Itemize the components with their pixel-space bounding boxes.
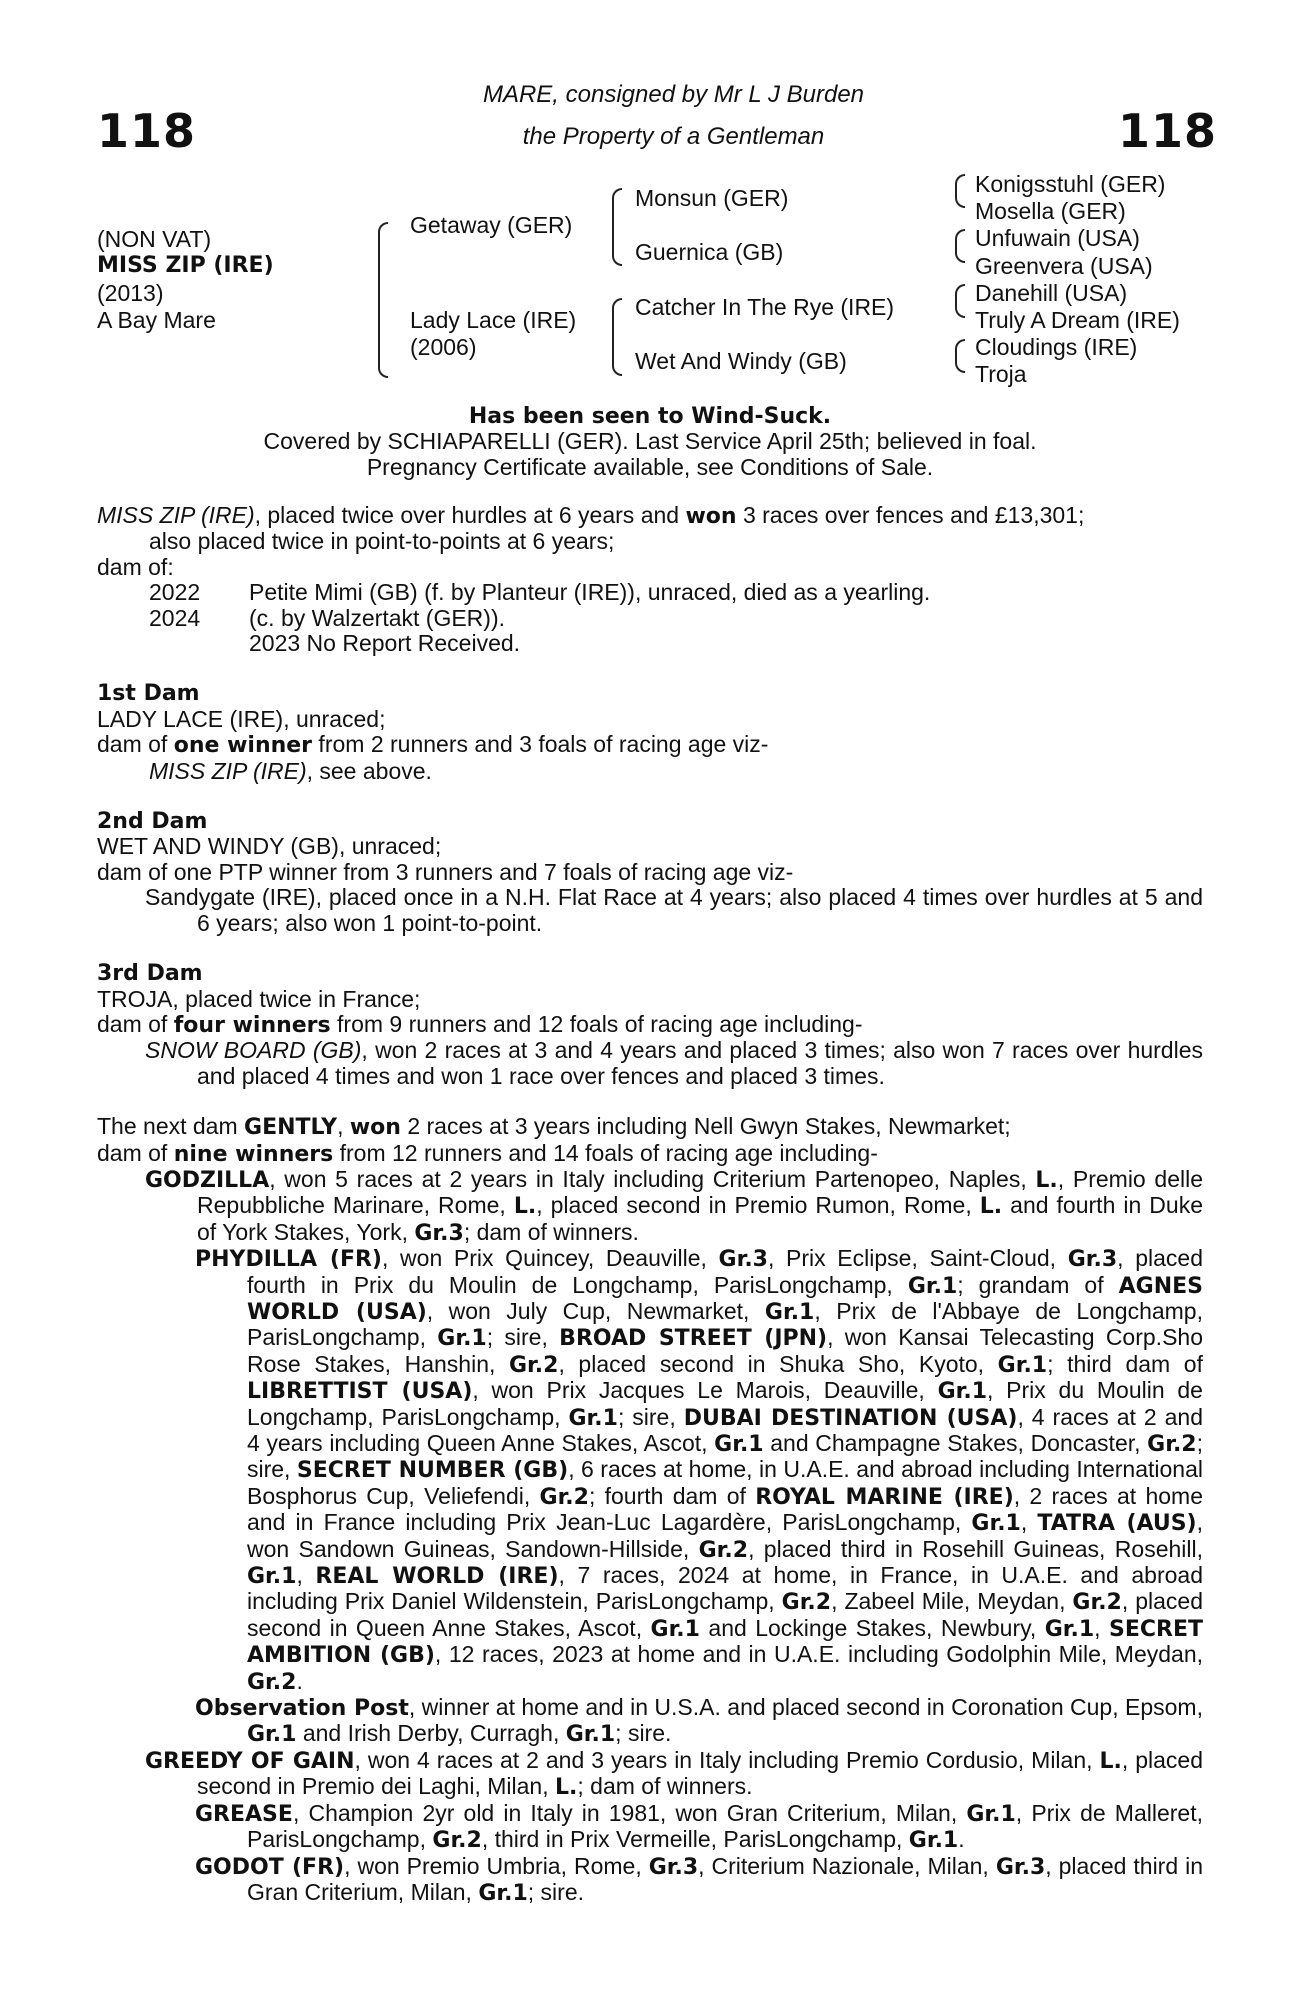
- pedigree-ds: Catcher In The Rye (IRE): [635, 294, 895, 320]
- text-run: , placed second in Shuka Sho, Kyoto,: [558, 1350, 998, 1377]
- bold-run: L.: [1035, 1167, 1058, 1193]
- text-run: and fourth in Duke of York Stakes, York,: [197, 1192, 1203, 1245]
- text-run: ; fourth dam of: [588, 1482, 756, 1509]
- text-run: ,: [1020, 1509, 1038, 1536]
- pedigree-dam: Lady Lace (IRE): [410, 307, 577, 333]
- produce-observation-post: [97, 1695, 1203, 1748]
- pedigree-sire: Getaway (GER): [410, 212, 573, 238]
- pedigree-brace-dd: [955, 339, 965, 373]
- text-run: , won 5 races at 2 years in Italy including Criterium Partenopeo, Naples,: [269, 1165, 1036, 1192]
- pedigree-dd: Wet And Windy (GB): [635, 348, 847, 374]
- text-run: ; sire,: [486, 1324, 560, 1351]
- bold-run: DUBAI DESTINATION (USA): [683, 1405, 1018, 1431]
- text-run: .: [296, 1667, 303, 1694]
- next-dam-line2: dam of nine winners from 12 runners and 14 foals of racing age including-: [97, 1139, 878, 1167]
- bold-run: LIBRETTIST (USA): [247, 1379, 473, 1405]
- lot-number-left: 118: [97, 104, 197, 158]
- bold-run: Gr.1: [971, 1511, 1021, 1537]
- produce-godzilla: [97, 1167, 1203, 1246]
- pedigree-brace-sd: [955, 229, 965, 263]
- bold-run: Gr.2: [539, 1484, 589, 1510]
- bold-run: GREEDY OF GAIN: [145, 1748, 355, 1774]
- second-dam-line2: dam of one PTP winner from 3 runners and 7 foals of racing age viz-: [97, 858, 794, 885]
- lot-number-right: 118: [1118, 104, 1218, 158]
- pedigree-sss: Konigsstuhl (GER): [975, 171, 1166, 197]
- text-run: , third in Prix Vermeille, ParisLongchamp,: [481, 1826, 909, 1853]
- text-run: and Lockinge Stakes, Newbury,: [699, 1614, 1045, 1641]
- text-run: , placed second in Premio dei Laghi, Milan,: [197, 1746, 1204, 1800]
- bold-run: L.: [979, 1194, 1003, 1220]
- text-run: ; grandam of: [957, 1271, 1119, 1298]
- bold-run: SECRET NUMBER (GB): [296, 1458, 569, 1484]
- first-dam-heading: 1st Dam: [97, 681, 200, 707]
- first-dam-line3: MISS ZIP (IRE), see above.: [149, 757, 432, 784]
- bold-run: Gr.1: [650, 1616, 700, 1642]
- pedigree-brace-gen1: [378, 222, 388, 378]
- bold-run: ROYAL MARINE (IRE): [755, 1484, 1014, 1510]
- text-run: and Irish Derby, Curragh,: [296, 1720, 566, 1747]
- bold-run: Gr.1: [1044, 1616, 1095, 1642]
- bold-run: Gr.2: [781, 1590, 832, 1616]
- text-run: , won July Cup, Newmarket,: [426, 1297, 765, 1324]
- bold-run: Gr.1: [997, 1352, 1048, 1378]
- text-run: , placed third in Gran Criterium, Milan,: [247, 1852, 1204, 1905]
- text-run: , won Premio Umbria, Rome,: [344, 1852, 649, 1879]
- text-run: , Criterium Nazionale, Milan,: [698, 1852, 996, 1879]
- bold-run: L.: [554, 1775, 578, 1801]
- pedigree-brace-dam: [612, 298, 622, 376]
- third-dam-line1: TROJA, placed twice in France;: [97, 985, 421, 1012]
- bold-run: Gr.2: [698, 1537, 749, 1563]
- header-consignor: MARE, consigned by Mr L J Burden: [482, 81, 865, 108]
- text-run: , Premio delle Repubbliche Marinare, Rome,: [197, 1165, 1203, 1219]
- no-report: 2023 No Report Received.: [249, 630, 521, 657]
- produce-greedy-of-gain: [97, 1748, 1203, 1801]
- pedigree-sdd: Greenvera (USA): [975, 253, 1153, 279]
- text-run: ; sire,: [247, 1430, 1203, 1483]
- text-run: ; sire,: [617, 1403, 684, 1430]
- sale-notes: [97, 404, 1203, 480]
- bold-run: Gr.1: [937, 1379, 987, 1405]
- bold-run: Gr.1: [764, 1299, 815, 1325]
- bold-run: Gr.1: [247, 1564, 297, 1590]
- text-run: , Zabeel Mile, Meydan,: [831, 1588, 1073, 1615]
- pedigree-ssd: Mosella (GER): [975, 198, 1126, 224]
- wind-suck-warning: Has been seen to Wind-Suck.: [468, 404, 832, 429]
- vat-status: (NON VAT): [97, 226, 212, 252]
- bold-run: BROAD STREET (JPN): [559, 1326, 828, 1352]
- horse-name: MISS ZIP (IRE): [97, 253, 274, 278]
- text-run: , Prix de l'Abbaye de Longchamp, ParisLongchamp,: [247, 1297, 1203, 1351]
- bold-run: Gr.1: [437, 1326, 487, 1352]
- offspring-row: 2022 Petite Mimi (GB) (f. by Planteur (IRE)), unraced, died as a yearling.: [149, 579, 931, 606]
- bold-run: Gr.2: [1147, 1432, 1197, 1457]
- bold-run: Gr.1: [565, 1722, 616, 1748]
- header-property: the Property of a Gentleman: [522, 123, 825, 150]
- bold-run: Gr.1: [966, 1801, 1016, 1827]
- bold-run: Gr.1: [907, 1273, 958, 1299]
- pedigree-sds: Unfuwain (USA): [975, 225, 1140, 251]
- text-run: , won Prix Jacques Le Marois, Deauville,: [472, 1377, 938, 1404]
- bold-run: Gr.1: [247, 1722, 297, 1748]
- pedigree-brace-ds: [955, 284, 965, 318]
- bold-run: Gr.2: [1072, 1590, 1122, 1616]
- text-run: , 2 races at home and in France including Prix Jean-Luc Lagardère, ParisLongchamp,: [247, 1482, 1204, 1536]
- bold-run: GODZILLA: [145, 1167, 270, 1193]
- bold-run: Gr.2: [432, 1828, 482, 1854]
- next-dam-line1: The next dam GENTLY, won 2 races at 3 years including Nell Gwyn Stakes, Newmarket;: [97, 1113, 1011, 1141]
- record-name: MISS ZIP (IRE): [97, 502, 255, 528]
- pregnancy-note: Pregnancy Certificate available, see Conditions of Sale.: [366, 453, 934, 480]
- text-run: and Champagne Stakes, Doncaster,: [763, 1430, 1148, 1456]
- text-run: , Prix Eclipse, Saint-Cloud,: [767, 1245, 1068, 1272]
- second-dam-heading: 2nd Dam: [97, 809, 208, 835]
- text-run: , won Kansai Telecasting Corp.Sho Rose Stakes, Hanshin,: [247, 1324, 1203, 1377]
- bold-run: PHYDILLA (FR): [195, 1247, 382, 1273]
- bold-run: Gr.3: [718, 1247, 768, 1273]
- bold-run: Gr.3: [995, 1854, 1046, 1880]
- text-run: ; third dam of: [1047, 1350, 1203, 1377]
- text-run: , Champion 2yr old in Italy in 1981, won Gran Criterium, Milan,: [292, 1799, 967, 1826]
- produce-godot: [97, 1854, 1203, 1907]
- text-run: , winner at home and in U.S.A. and placed second in Coronation Cup, Epsom,: [408, 1694, 1203, 1721]
- text-run: ; sire.: [527, 1878, 584, 1905]
- text-run: ,: [296, 1562, 316, 1589]
- bold-run: Gr.2: [509, 1352, 559, 1378]
- pedigree-dds: Cloudings (IRE): [975, 334, 1138, 360]
- pedigree-sd: Guernica (GB): [635, 239, 784, 265]
- bold-run: SECRET AMBITION (GB): [247, 1616, 1203, 1669]
- produce-grease: [97, 1801, 1203, 1854]
- bold-run: Gr.1: [908, 1828, 959, 1854]
- text-run: , 6 races at home, in U.A.E. and abroad including International Bosphorus Cup, Veliefendi,: [247, 1456, 1204, 1509]
- text-run: , won Sandown Guineas, Sandown-Hillside,: [247, 1509, 1204, 1562]
- text-run: , placed third in Rosehill Guineas, Rosehill,: [748, 1535, 1203, 1562]
- text-run: , won 4 races at 2 and 3 years in Italy including Premio Cordusio, Milan,: [354, 1746, 1100, 1773]
- second-dam-line1: WET AND WINDY (GB), unraced;: [97, 833, 442, 860]
- bold-run: REAL WORLD (IRE): [315, 1564, 559, 1590]
- record-line1: MISS ZIP (IRE), placed twice over hurdles at 6 years and won 3 races over fences and £13,301;: [97, 502, 1085, 529]
- text-run: ; dam of winners.: [463, 1218, 639, 1245]
- produce-phydilla: [97, 1246, 1203, 1695]
- bold-run: Gr.1: [478, 1880, 528, 1906]
- text-run: ; dam of winners.: [577, 1773, 753, 1800]
- first-dam-line1: LADY LACE (IRE), unraced;: [97, 705, 386, 732]
- bold-run: Gr.1: [568, 1405, 618, 1431]
- second-dam-produce: Sandygate (IRE), placed once in a N.H. Flat Race at 4 years; also placed 4 times over hurdles at 5 and 6 years; also won 1 point-to-point.: [145, 884, 1203, 936]
- text-run: , placed fourth in Prix du Moulin de Longchamp, ParisLongchamp,: [247, 1245, 1203, 1298]
- third-dam-line2: dam of four winners from 9 runners and 12 foals of racing age including-: [97, 1010, 863, 1038]
- bold-run: AGNES WORLD (USA): [247, 1273, 1203, 1325]
- pedigree-dam-year: (2006): [410, 334, 477, 360]
- pedigree-brace-ss: [955, 174, 965, 208]
- third-dam-heading: 3rd Dam: [97, 961, 203, 987]
- first-dam-line2: dam of one winner from 2 runners and 3 foals of racing age viz-: [97, 731, 769, 759]
- pedigree-ss: Monsun (GER): [635, 185, 789, 211]
- catalogue-body: [97, 503, 1203, 1906]
- offspring-row: 2024 (c. by Walzertakt (GER)).: [149, 604, 505, 631]
- bold-run: Gr.1: [714, 1432, 764, 1457]
- record-line2: also placed twice in point-to-points at 6 years;: [149, 528, 615, 555]
- text-run: , 12 races, 2023 at home and in U.A.E. including Godolphin Mile, Meydan,: [434, 1641, 1203, 1668]
- bold-run: TATRA (AUS): [1037, 1511, 1197, 1537]
- pedigree-dss: Danehill (USA): [975, 280, 1128, 306]
- bold-run: Observation Post: [195, 1696, 409, 1722]
- bold-run: L.: [1099, 1748, 1122, 1774]
- bold-run: Gr.2: [247, 1669, 297, 1695]
- horse-year: (2013): [97, 280, 164, 306]
- covered-note: Covered by SCHIAPARELLI (GER). Last Service April 25th; believed in foal.: [263, 428, 1037, 455]
- horse-description: A Bay Mare: [97, 307, 216, 333]
- text-run: , placed second in Premio Rumon, Rome,: [536, 1192, 980, 1219]
- bold-run: Gr.3: [648, 1854, 699, 1880]
- text-run: .: [958, 1826, 965, 1853]
- third-dam-produce: SNOW BOARD (GB), won 2 races at 3 and 4 years and placed 3 times; also won 7 races over hurdles and placed 4 times and won 1 race over fences and placed 3 times.: [145, 1037, 1204, 1089]
- pedigree-ddd: Troja: [975, 361, 1027, 387]
- record-dam-of: dam of:: [97, 553, 174, 580]
- bold-run: GREASE: [195, 1801, 293, 1827]
- text-run: , placed second in Queen Anne Stakes, Ascot,: [247, 1588, 1203, 1641]
- pedigree-brace-sire: [612, 188, 622, 266]
- text-run: , won Prix Quincey, Deauville,: [382, 1245, 719, 1272]
- bold-run: L.: [513, 1194, 537, 1220]
- bold-run: GODOT (FR): [195, 1854, 345, 1880]
- bold-run: Gr.3: [1067, 1247, 1118, 1273]
- text-run: , 4 races at 2 and 4 years including Queen Anne Stakes, Ascot,: [247, 1403, 1203, 1456]
- text-run: ; sire.: [615, 1720, 672, 1747]
- pedigree-dsd: Truly A Dream (IRE): [975, 307, 1180, 333]
- bold-run: Gr.3: [414, 1220, 464, 1246]
- text-run: , Prix du Moulin de Longchamp, ParisLongchamp,: [247, 1377, 1203, 1430]
- text-run: , 7 races, 2024 at home, in France, in U.A.E. and abroad including Prix Daniel Wildenstein, ParisLongchamp,: [247, 1562, 1203, 1615]
- text-run: , Prix de Malleret, ParisLongchamp,: [247, 1799, 1203, 1853]
- text-run: ,: [1094, 1614, 1109, 1641]
